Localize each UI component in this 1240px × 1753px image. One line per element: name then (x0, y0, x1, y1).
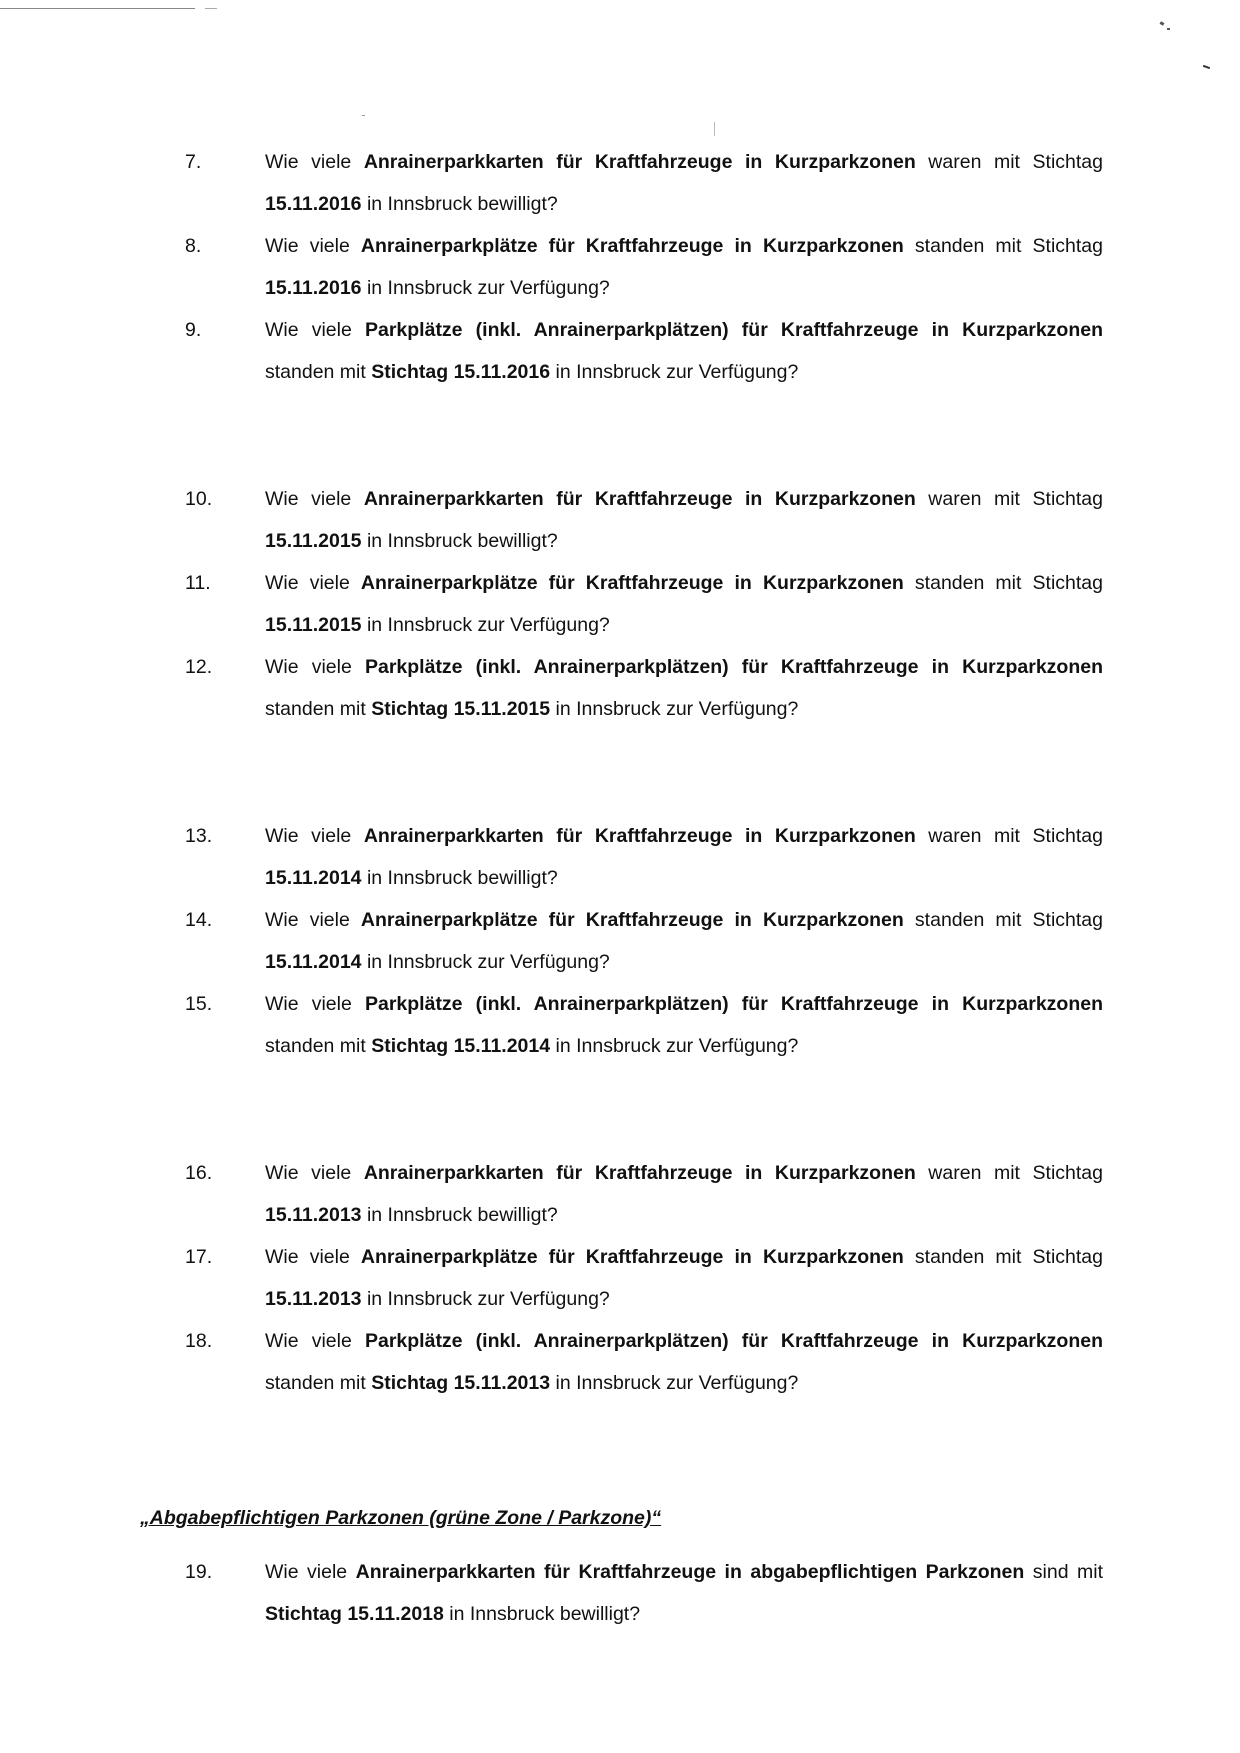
question-text (265, 899, 1103, 983)
bold-text-segment: Anrainerparkplätze für Kraftfahrzeuge in Kurzparkzonen (360, 235, 904, 257)
question-text (265, 1236, 1103, 1320)
question-text (265, 478, 1103, 562)
bold-text-segment: 15.11.2014 (265, 867, 362, 889)
text-segment: Wie viele (265, 488, 364, 510)
question-number: 14. (185, 909, 213, 931)
text-segment: Wie viele (265, 151, 364, 173)
question-text (265, 646, 1103, 730)
bold-text-segment: Anrainerparkkarten für Kraftfahrzeuge in Kurzparkzonen (363, 151, 916, 173)
scan-speck (1167, 28, 1170, 30)
bold-text-segment: 15.11.2014 (265, 951, 362, 973)
bold-text-segment: Stichtag 15.11.2016 (371, 361, 551, 383)
question-number: 9. (185, 319, 202, 341)
question-text (265, 141, 1103, 225)
text-segment: Wie viele (265, 1561, 356, 1583)
bold-text-segment: Anrainerparkkarten für Kraftfahrzeuge in Kurzparkzonen (363, 1162, 916, 1184)
scan-rule (0, 8, 195, 9)
question-text (265, 562, 1103, 646)
text-segment: standen mit (265, 361, 372, 383)
question-number: 19. (185, 1561, 213, 1583)
question-text (265, 1152, 1103, 1236)
question-number: 16. (185, 1162, 213, 1184)
text-segment: waren mit Stichtag (915, 488, 1103, 510)
text-segment: Wie viele (265, 1162, 364, 1184)
text-segment: Wie viele (265, 825, 364, 847)
question-text (265, 225, 1103, 309)
bold-text-segment: 15.11.2015 (265, 530, 362, 552)
text-segment: standen mit Stichtag (903, 909, 1103, 931)
text-segment: Wie viele (265, 656, 365, 678)
bold-text-segment: 15.11.2013 (265, 1288, 362, 1310)
bold-text-segment: 15.11.2016 (265, 277, 362, 299)
question-text (265, 1320, 1103, 1404)
text-segment: Wie viele (265, 993, 365, 1015)
text-segment: in Innsbruck zur Verfügung? (550, 361, 799, 383)
text-segment: in Innsbruck bewilligt? (361, 530, 558, 552)
text-segment: in Innsbruck bewilligt? (361, 867, 558, 889)
text-segment: standen mit (265, 698, 372, 720)
bold-text-segment: Anrainerparkkarten für Kraftfahrzeuge in Kurzparkzonen (363, 488, 916, 510)
text-segment: Wie viele (265, 909, 361, 931)
bold-text-segment: Anrainerparkplätze für Kraftfahrzeuge in Kurzparkzonen (360, 1246, 904, 1268)
scan-speck (714, 122, 715, 136)
text-segment: in Innsbruck zur Verfügung? (361, 614, 610, 636)
bold-text-segment: 15.11.2016 (265, 193, 362, 215)
bold-text-segment: Stichtag 15.11.2013 (371, 1372, 551, 1394)
text-segment: waren mit Stichtag (915, 1162, 1103, 1184)
text-segment: standen mit Stichtag (903, 1246, 1103, 1268)
question-number: 17. (185, 1246, 213, 1268)
text-segment: in Innsbruck zur Verfügung? (550, 1035, 799, 1057)
bold-text-segment: Stichtag 15.11.2018 (265, 1603, 444, 1625)
text-segment: Wie viele (265, 572, 361, 594)
bold-text-segment: 15.11.2015 (265, 614, 362, 636)
text-segment: in Innsbruck zur Verfügung? (550, 1372, 799, 1394)
text-segment: Wie viele (265, 235, 361, 257)
text-segment: in Innsbruck zur Verfügung? (361, 1288, 610, 1310)
question-number: 18. (185, 1330, 213, 1352)
question-number: 11. (185, 572, 211, 594)
bold-text-segment: Parkplätze (inkl. Anrainerparkplätzen) für Kraftfahrzeuge in Kurzparkzonen (364, 1330, 1103, 1352)
bold-text-segment: Parkplätze (inkl. Anrainerparkplätzen) für Kraftfahrzeuge in Kurzparkzonen (364, 993, 1103, 1015)
text-segment: Wie viele (265, 1330, 365, 1352)
question-number: 13. (185, 825, 213, 847)
scan-speck (1203, 65, 1210, 69)
text-segment: in Innsbruck zur Verfügung? (550, 698, 799, 720)
question-text (265, 815, 1103, 899)
question-number: 10. (185, 488, 213, 510)
text-segment: in Innsbruck zur Verfügung? (361, 277, 610, 299)
bold-text-segment: Stichtag 15.11.2015 (371, 698, 551, 720)
question-number: 12. (185, 656, 213, 678)
question-text (265, 309, 1103, 393)
text-segment: waren mit Stichtag (915, 151, 1103, 173)
text-segment: standen mit Stichtag (903, 235, 1103, 257)
scan-rule (205, 8, 217, 9)
text-segment: in Innsbruck zur Verfügung? (361, 951, 610, 973)
bold-text-segment: Anrainerparkkarten für Kraftfahrzeuge in abgabepflichtigen Parkzonen (355, 1561, 1025, 1583)
section-heading: „Abgabepflichtigen Parkzonen (grüne Zone / Parkzone)“ (140, 1507, 662, 1529)
bold-text-segment: Anrainerparkkarten für Kraftfahrzeuge in Kurzparkzonen (363, 825, 916, 847)
text-segment: standen mit Stichtag (903, 572, 1103, 594)
text-segment: Wie viele (265, 319, 365, 341)
question-number: 15. (185, 993, 213, 1015)
bold-text-segment: Stichtag 15.11.2014 (371, 1035, 551, 1057)
text-segment: in Innsbruck bewilligt? (361, 1204, 558, 1226)
text-segment: in Innsbruck bewilligt? (361, 193, 558, 215)
text-segment: waren mit Stichtag (915, 825, 1103, 847)
text-segment: sind mit (1024, 1561, 1104, 1583)
bold-text-segment: Parkplätze (inkl. Anrainerparkplätzen) für Kraftfahrzeuge in Kurzparkzonen (364, 319, 1103, 341)
text-segment: in Innsbruck bewilligt? (443, 1603, 641, 1625)
question-text (265, 1551, 1103, 1635)
bold-text-segment: 15.11.2013 (265, 1204, 362, 1226)
question-number: 7. (185, 151, 202, 173)
bold-text-segment: Anrainerparkplätze für Kraftfahrzeuge in Kurzparkzonen (360, 572, 904, 594)
text-segment: standen mit (265, 1372, 372, 1394)
question-text (265, 983, 1103, 1067)
bold-text-segment: Anrainerparkplätze für Kraftfahrzeuge in Kurzparkzonen (360, 909, 904, 931)
text-segment: standen mit (265, 1035, 372, 1057)
scan-speck (1160, 21, 1165, 26)
bold-text-segment: Parkplätze (inkl. Anrainerparkplätzen) für Kraftfahrzeuge in Kurzparkzonen (364, 656, 1103, 678)
scan-speck (362, 115, 365, 116)
text-segment: Wie viele (265, 1246, 361, 1268)
question-number: 8. (185, 235, 202, 257)
